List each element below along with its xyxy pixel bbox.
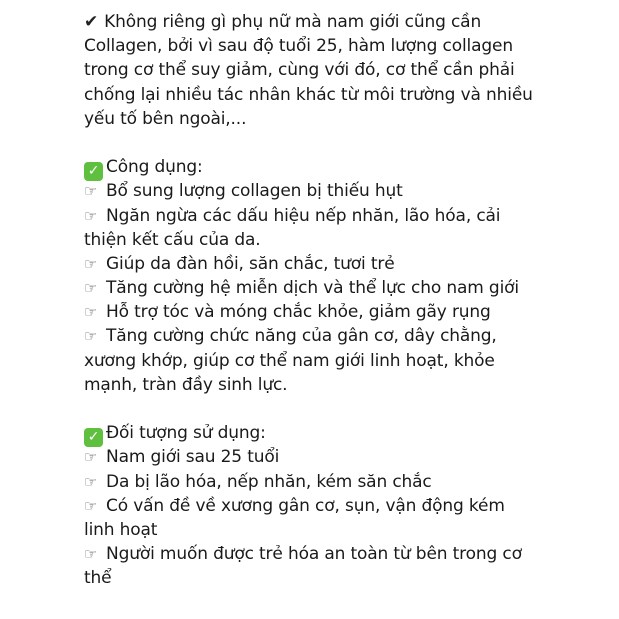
heavy-check-mark-icon: ✔ bbox=[84, 12, 99, 32]
spacer bbox=[84, 131, 619, 155]
list-item: ☞ Có vấn đề về xương gân cơ, sụn, vận động kém bbox=[84, 494, 619, 518]
list-item: ☞ Hỗ trợ tóc và móng chắc khỏe, giảm gãy rụng bbox=[84, 300, 619, 324]
list-item: ☞ Ngăn ngừa các dấu hiệu nếp nhăn, lão hóa, cải bbox=[84, 204, 619, 228]
intro-paragraph bbox=[84, 10, 619, 131]
green-check-box-icon: ✓ bbox=[84, 428, 103, 447]
pointing-hand-icon: ☞ bbox=[84, 182, 98, 201]
spacer bbox=[84, 397, 619, 421]
green-check-box-icon: ✓ bbox=[84, 162, 103, 181]
pointing-hand-icon: ☞ bbox=[84, 545, 98, 564]
list-item-continuation: linh hoạt bbox=[84, 519, 158, 540]
audience-heading: Đối tượng sử dụng: bbox=[106, 423, 266, 444]
intro-line: Collagen, bởi vì sau độ tuổi 25, hàm lượng collagen bbox=[84, 36, 513, 57]
pointing-hand-icon: ☞ bbox=[84, 254, 98, 273]
benefits-section bbox=[84, 155, 619, 397]
list-item: ☞ Giúp da đàn hồi, săn chắc, tươi trẻ bbox=[84, 252, 619, 276]
pointing-hand-icon: ☞ bbox=[84, 448, 98, 467]
intro-line: chống lại nhiều tác nhân khác từ môi trường và nhiều bbox=[84, 84, 533, 105]
list-item-continuation: thiện kết cấu của da. bbox=[84, 229, 261, 250]
list-item: ☞ Bổ sung lượng collagen bị thiếu hụt bbox=[84, 179, 619, 203]
pointing-hand-icon: ☞ bbox=[84, 327, 98, 346]
intro-line: trong cơ thể suy giảm, cùng với đó, cơ thể cần phải bbox=[84, 60, 515, 81]
list-item-continuation: xương khớp, giúp cơ thể nam giới linh hoạt, khỏe bbox=[84, 350, 495, 371]
benefits-heading: Công dụng: bbox=[106, 157, 203, 178]
pointing-hand-icon: ☞ bbox=[84, 472, 98, 491]
list-item: ☞ Người muốn được trẻ hóa an toàn từ bên trong cơ bbox=[84, 542, 619, 566]
pointing-hand-icon: ☞ bbox=[84, 279, 98, 298]
list-item: ☞ Nam giới sau 25 tuổi bbox=[84, 445, 619, 469]
list-item-continuation: thể bbox=[84, 568, 112, 589]
pointing-hand-icon: ☞ bbox=[84, 303, 98, 322]
intro-line: Không riêng gì phụ nữ mà nam giới cũng cần bbox=[104, 12, 482, 32]
list-item: ☞ Tăng cường chức năng của gân cơ, dây chằng, bbox=[84, 324, 619, 348]
list-item: ☞ Tăng cường hệ miễn dịch và thể lực cho nam giới bbox=[84, 276, 619, 300]
list-item-continuation: mạnh, tràn đầy sinh lực. bbox=[84, 374, 288, 395]
intro-line: yếu tố bên ngoài,... bbox=[84, 108, 247, 129]
pointing-hand-icon: ☞ bbox=[84, 496, 98, 515]
pointing-hand-icon: ☞ bbox=[84, 206, 98, 225]
list-item: ☞ Da bị lão hóa, nếp nhăn, kém săn chắc bbox=[84, 470, 619, 494]
audience-section bbox=[84, 421, 619, 590]
document-body bbox=[84, 10, 619, 591]
